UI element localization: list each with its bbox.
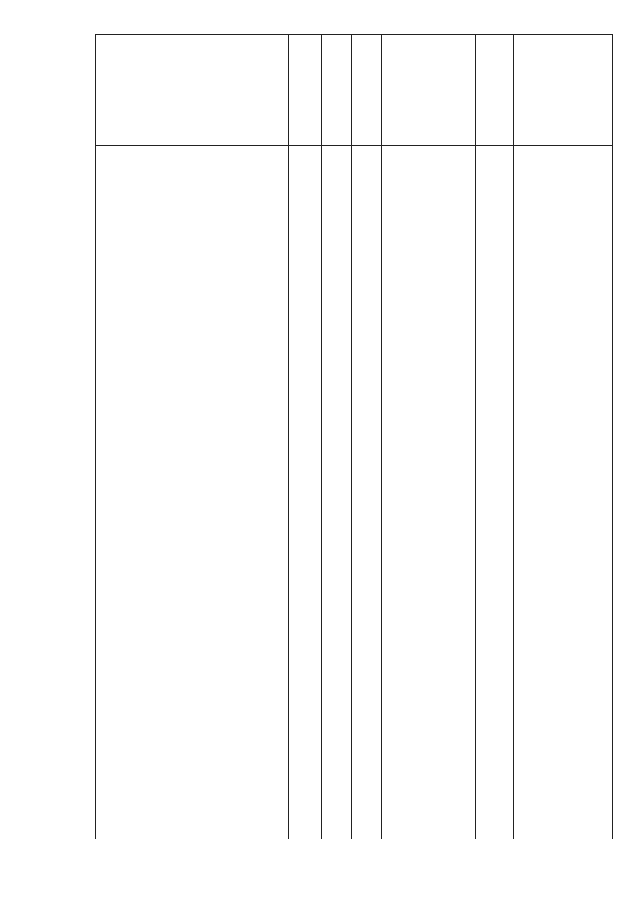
header-razdel xyxy=(321,35,351,145)
column-divider xyxy=(321,35,322,839)
header-gruppa xyxy=(475,35,513,145)
header-vedomstvo xyxy=(288,35,321,145)
header-celevaya xyxy=(381,35,475,145)
column-divider xyxy=(475,35,476,839)
column-divider xyxy=(351,35,352,839)
column-divider xyxy=(381,35,382,839)
column-divider xyxy=(513,35,514,839)
header-summa xyxy=(513,35,612,145)
header-name xyxy=(96,35,288,145)
header-podrazdel xyxy=(351,35,381,145)
header-divider xyxy=(96,145,612,146)
budget-table xyxy=(95,34,613,839)
column-divider xyxy=(288,35,289,839)
